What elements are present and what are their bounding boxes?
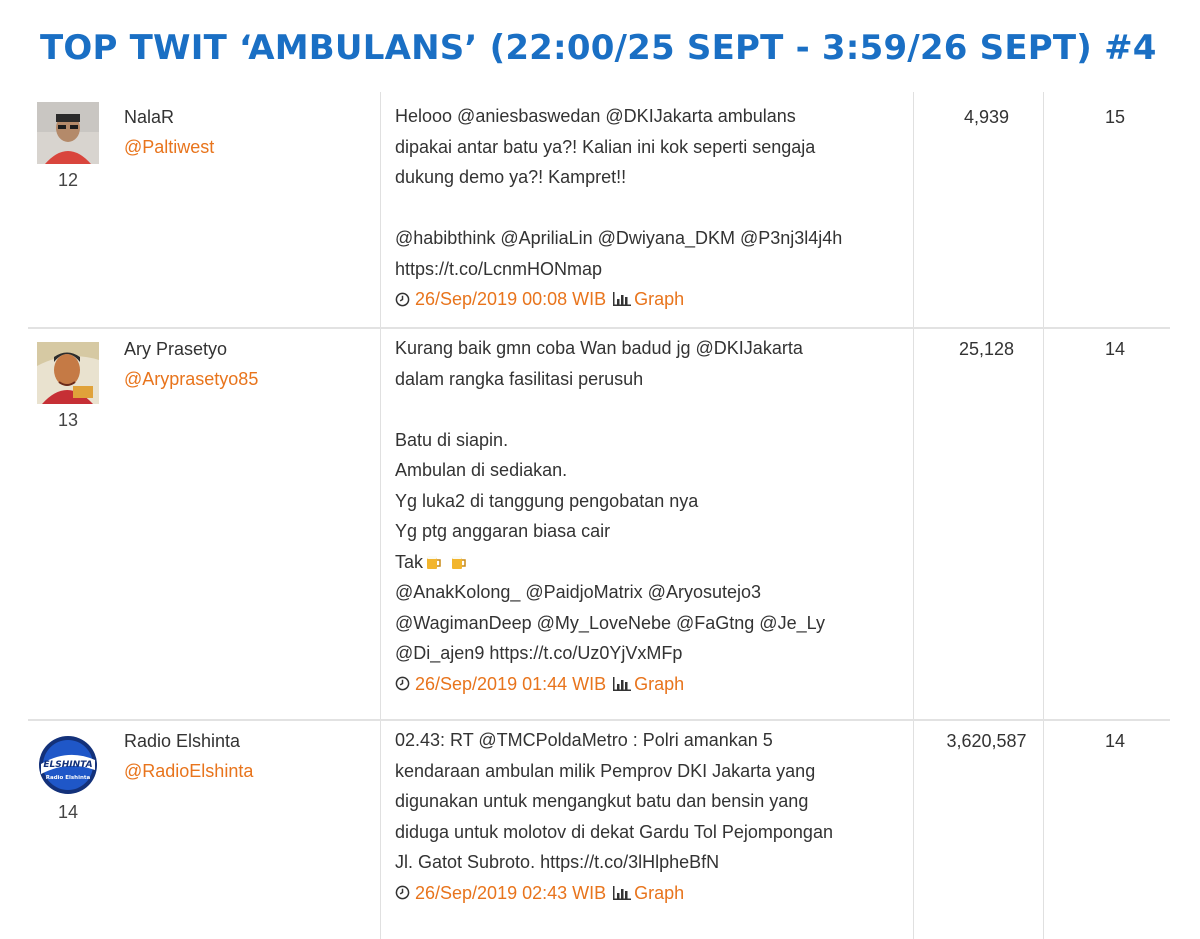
rank-number: 14: [57, 802, 79, 822]
user-cell: [124, 726, 374, 786]
tweet-line: Yg luka2 di tanggung pengobatan nya: [395, 490, 699, 511]
tweet-line: @habibthink @ApriliaLin @Dwiyana_DKM @P3nj3l4j4h: [395, 228, 843, 248]
tweet-line: Ambulan di sediakan.: [395, 460, 568, 480]
user-name: Radio Elshinta: [124, 731, 241, 751]
table-row: [28, 329, 1170, 719]
tweet-cell: [395, 725, 895, 908]
rank-number: 13: [57, 410, 79, 430]
user-cell: [124, 102, 374, 162]
followers-count: 3,620,587: [946, 731, 1027, 751]
logo-text-bottom: Radio Elshinta: [45, 775, 91, 781]
followers-count: 4,939: [963, 107, 1010, 127]
tweet-text: Tak: [395, 551, 424, 572]
retweet-count: 15: [1104, 107, 1126, 127]
tweet-cell: [395, 101, 895, 315]
tweet-meta: [395, 669, 895, 700]
beer-emoji-icon: [425, 554, 443, 570]
retweet-count: 14: [1104, 339, 1126, 359]
tweet-line: Kurang baik gmn coba Wan badud jg @DKIJakarta: [395, 338, 803, 358]
tweet-line: Helooo @aniesbaswedan @DKIJakarta ambulans: [395, 106, 796, 126]
rank-cell: [28, 734, 108, 823]
tweet-blank-line: [395, 394, 895, 425]
graph-link[interactable]: Graph: [634, 882, 685, 903]
tweet-line: dipakai antar batu ya?! Kalian ini kok seperti sengaja: [395, 136, 816, 157]
rank-cell: [28, 342, 108, 431]
radio-elshinta-logo-icon: [37, 734, 99, 796]
tweet-link[interactable]: https://t.co/LcnmHONmap: [395, 258, 603, 279]
tweet-line-with-emoji: [395, 547, 895, 578]
graph-link[interactable]: Graph: [634, 673, 685, 694]
tweet-line: Jl. Gatot Subroto. https://t.co/3lHlpheBfN: [395, 852, 720, 872]
retweet-count: 14: [1104, 731, 1126, 751]
page-title: TOP TWIT ‘AMBULANS’ (22:00/25 SEPT - 3:59/26 SEPT) #4: [40, 28, 1157, 68]
tweet-line: @Di_ajen9 https://t.co/Uz0YjVxMFp: [395, 643, 683, 663]
user-cell: [124, 334, 374, 394]
tweet-line: Batu di siapin.: [395, 429, 509, 450]
avatar[interactable]: [37, 342, 99, 404]
tweet-time-link[interactable]: 26/Sep/2019 01:44 WIB: [415, 673, 607, 694]
tweet-line: @WagimanDeep @My_LoveNebe @FaGtng @Je_Ly: [395, 612, 825, 633]
user-handle-link[interactable]: @Paltiwest: [124, 137, 215, 157]
avatar[interactable]: [37, 102, 99, 164]
tweet-line: kendaraan ambulan milik Pemprov DKI Jakarta yang: [395, 760, 816, 781]
followers-count: 25,128: [958, 339, 1015, 359]
clock-icon: [395, 885, 410, 900]
user-name: Ary Prasetyo: [124, 339, 228, 359]
tweet-blank-line: [395, 193, 895, 224]
user-name: NalaR: [124, 107, 175, 127]
tweet-line: dalam rangka fasilitasi perusuh: [395, 368, 644, 389]
user-handle-link[interactable]: @Aryprasetyo85: [124, 369, 259, 389]
clock-icon: [395, 292, 410, 307]
table-row: [28, 92, 1170, 327]
tweet-time-link[interactable]: 26/Sep/2019 00:08 WIB: [415, 289, 607, 309]
tweet-meta: [395, 284, 895, 315]
bar-chart-icon[interactable]: [612, 885, 632, 901]
user-illustration-icon: [37, 342, 99, 404]
tweet-line: digunakan untuk mengangkut batu dan bensin yang: [395, 791, 809, 811]
rank-number: 12: [57, 170, 79, 190]
clock-icon: [395, 676, 410, 691]
tweet-line: Yg ptg anggaran biasa cair: [395, 521, 611, 541]
tweet-line: dukung demo ya?! Kampret!!: [395, 167, 627, 187]
tweets-table: [28, 92, 1170, 939]
tweet-line: @AnakKolong_ @PaidjoMatrix @Aryosutejo3: [395, 582, 761, 602]
beer-emoji-icon: [450, 554, 468, 570]
user-handle-link[interactable]: @RadioElshinta: [124, 761, 254, 781]
logo-text-top: ELSHINTA: [43, 760, 93, 770]
tweet-line: 02.43: RT @TMCPoldaMetro : Polri amankan 5: [395, 730, 773, 750]
tweet-line: diduga untuk molotov di dekat Gardu Tol Pejompongan: [395, 821, 833, 842]
tweet-cell: [395, 333, 895, 699]
user-photo-icon: [37, 102, 99, 164]
table-row: [28, 721, 1170, 939]
bar-chart-icon[interactable]: [612, 676, 632, 692]
tweet-time-link[interactable]: 26/Sep/2019 02:43 WIB: [415, 882, 607, 903]
bar-chart-icon[interactable]: [612, 291, 632, 307]
tweet-meta: [395, 878, 895, 909]
graph-link[interactable]: Graph: [634, 289, 685, 309]
avatar[interactable]: [37, 734, 99, 796]
rank-cell: [28, 102, 108, 191]
